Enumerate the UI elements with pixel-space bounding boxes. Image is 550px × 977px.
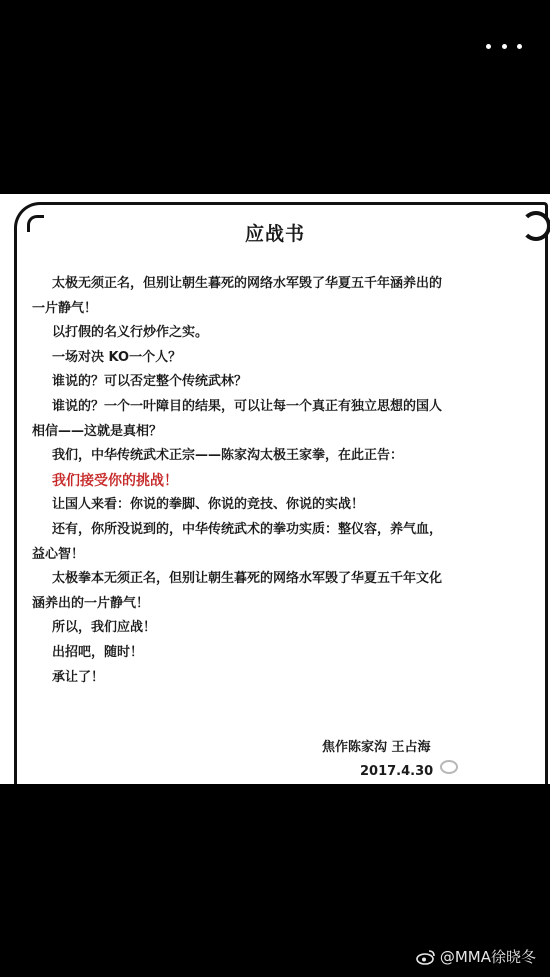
paragraph: 太极无须正名，但别让朝生暮死的网络水军毁了华夏五千年涵养出的一片静气！ [32,276,443,316]
watermark-text: @MMA徐晓冬 [439,948,536,966]
challenge-accepted-headline: 我们接受你的挑战！ [52,472,178,489]
more-options-button[interactable] [486,36,522,56]
signature: 焦作陈家沟 王占海 [322,740,431,755]
document-image[interactable] [0,194,550,784]
paragraph: 太极拳本无须正名，但别让朝生暮死的网络水军毁了华夏五千年文化涵养出的一片静气！ [32,571,443,611]
paragraph: 以打假的名义行炒作之实。 [52,325,209,341]
paragraph: 承让了！ [52,669,105,685]
more-dot-icon [502,44,507,49]
paragraph: 谁说的？可以否定整个传统武林？ [52,374,248,390]
paragraph: 还有，你所没说到的，中华传统武术的拳功实质：整仪容，养气血，益心智！ [32,521,443,562]
paragraph: 我们，中华传统武术正宗——陈家沟太极王家拳，在此正告： [52,448,404,464]
document-body [32,272,442,690]
weibo-icon [416,949,436,965]
weibo-icon [440,760,458,774]
paragraph: 谁说的？一个一叶障目的结果，可以让每一个真正有独立思想的国人相信——这就是真相？ [32,398,443,439]
more-dot-icon [517,44,522,49]
paragraph: 出招吧，随时！ [52,644,144,660]
paragraph: 所以，我们应战！ [52,620,157,636]
more-dot-icon [486,44,491,49]
document-date: 2017.4.30 [360,764,434,779]
paragraph: 让国人来看：你说的拳脚、你说的竞技、你说的实战！ [52,497,365,513]
inner-watermark [440,760,458,774]
watermark [416,946,536,967]
document-title: 应战书 [244,223,305,245]
paragraph: 一场对决 KO一个人？ [52,349,182,365]
